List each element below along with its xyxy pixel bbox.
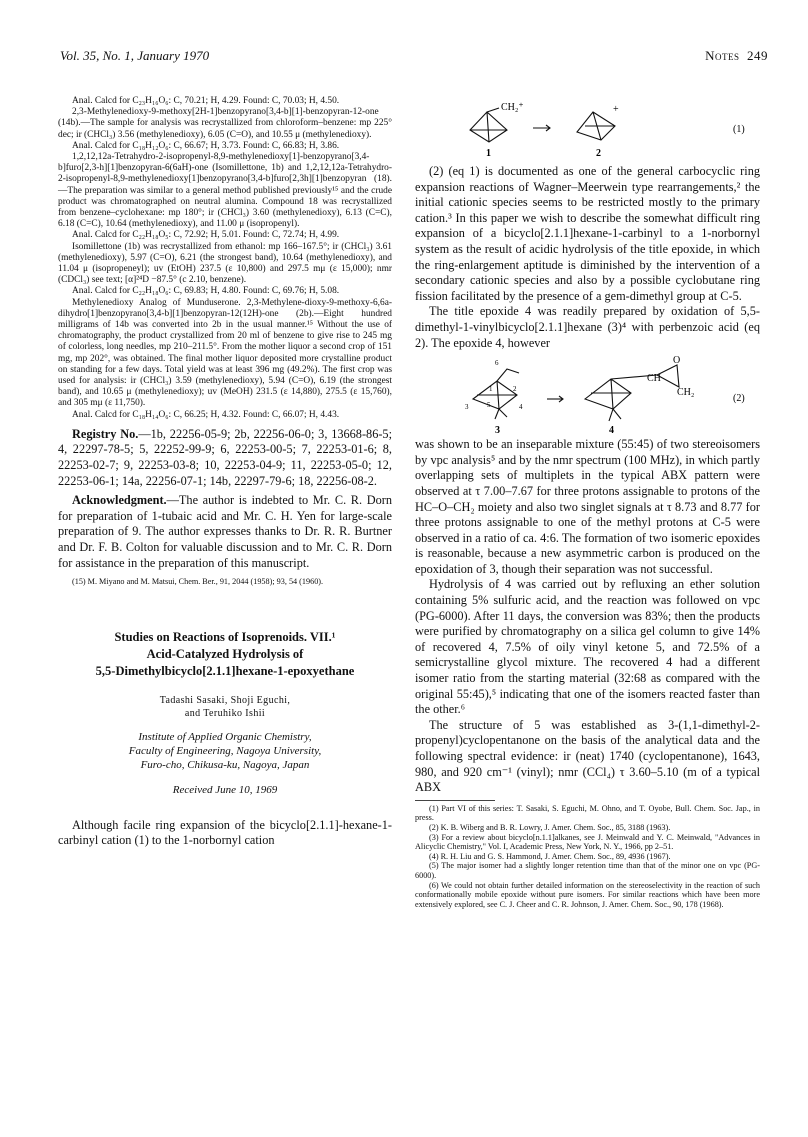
right-para-5: The structure of 5 was established as 3-(1,1-dimethyl-2-propenyl)cyclopentanone on the basis of the analytical data and the following spectral evidence: ir (neat) 1740 (cyclopentanone), 1643, 980, and 920 cm⁻¹ (vinyl); nmr (CCl₄) τ 3.60–5.10 (m of a typical ABX <box>415 717 760 795</box>
footnote-15: (15) M. Miyano and M. Matsui, Chem. Ber., 91, 2044 (1958); 93, 54 (1960). <box>72 577 324 587</box>
para-analysis-1: Anal. Calcd for C₂₃H₁₆O₆: C, 70.21; H, 4.29. Found: C, 70.03; H, 4.50. <box>72 96 340 106</box>
para-analysis-4: Anal. Calcd for C₂₂H₁₈O₆: C, 69.83; H, 4.80. Found: C, 69.76; H, 5.08. <box>72 286 340 297</box>
para-14b: 2,3-Methylenedioxy-9-methoxy[2H-1]benzopyrano[3,4-b][1]-benzopyran-12-one (14b).—The sample for analysis was recrystallized from chloroform–benzene: mp 225° dec; ir (CHCl₃) 3.56 (methylenedioxy), 6.05 (C=O), and 10.55 μ (methylenedioxy). <box>58 107 392 140</box>
compound-2-label: 2 <box>596 148 601 159</box>
left-column <box>58 96 392 849</box>
para-munduserone: Methylenedioxy Analog of Munduserone. 2,3-Methylene-dioxy-9-methoxy-6,6a-dihydro[1]benzopyrano[3,4-b][1]benzopyran-12(12H)-one (2b).—Eight hundred milligrams of 14b was converted into 2b in the usual manner.¹⁵ Without the use of chromatography, the product crystallized from 20 ml of benzene to give rise to 245 mg of colorless, long needles, mp 210–211.5°. From the mother liquor a second crop of 151 mg, mp 202°, was obtained. The final mother liquor deposited more crystalline product on standing for a few days. Total yield was at least 396 mg (49.2%). The first crop was used for analysis: ir (CHCl₃) 3.59 (methylenedioxy), 5.94 (C=O), 6.19 (the strongest band), and 10.65 μ (methylenedioxy); uv (MeOH) 231.5 (ε 14,880), 275.5 (ε 15,760), and 305 mμ (ε 11,750). <box>58 297 392 409</box>
received-date: Received June 10, 1969 <box>172 783 278 796</box>
scheme-eq1-drawing <box>415 96 760 160</box>
title-line-3: 5,5-Dimethylbicyclo[2.1.1]hexane-1-epoxyethane <box>95 663 355 678</box>
title-line-1: Studies on Reactions of Isoprenoids. VII.¹ <box>114 629 336 644</box>
footnote-3: (3) For a review about bicyclo[n.1.1]alkanes, see J. Meinwald and Y. C. Meinwald, "Advances in Alicyclic Chemistry," Vol. I, Academic Press, New York, N. Y., 1966, pp 2–51. <box>415 832 760 852</box>
carbon-2-label: 2 <box>513 385 517 394</box>
right-para-2: The title epoxide 4 was readily prepared by oxidation of 5,5-dimethyl-1-vinylbicyclo[2.1.1]hexane (3)⁴ with perbenzoic acid (eq 2). The epoxide 4, however <box>415 304 760 350</box>
norbornyl-plus: + <box>613 104 619 115</box>
carbon-5-label: 5 <box>487 401 491 410</box>
footnote-6: (6) We could not obtain further detailed information on the stereoselectivity in the reaction of such conformationally mobile epoxide without pure isomers. For similar reactions which have been more extensively explored, see C. J. Cheer and C. R. Johnson, J. Amer. Chem. Soc., 90, 178 (1968). <box>415 880 760 909</box>
carbon-4-label: 4 <box>519 403 523 412</box>
scheme-eq1 <box>415 96 760 160</box>
registry-text: —1b, 22256-05-9; 2b, 22256-06-0; 3, 13668-86-5; 4, 22297-78-5; 5, 22252-99-9; 6, 22253-00-5; 7, 22253-01-6; 8, 22253-02-7; 9, 22253-03-8; 10, 22253-04-9; 11, 22253-05-0; 12, 22253-06-1; 14a, 22256-07-1; 14b, 22297-79-6; 18, 22256-08-2. <box>58 426 392 488</box>
authors <box>58 694 392 720</box>
compound-1-label: 1 <box>486 148 491 159</box>
carbon-3-label: 3 <box>465 403 469 412</box>
registry-label: Registry No. <box>72 426 139 441</box>
carbon-6-label: 6 <box>495 359 499 368</box>
para-isomillettone-prep: 1,2,12,12a-Tetrahydro-2-isopropenyl-8,9-methylenedioxy[1]-benzopyrano[3,4-b]furo[2,3-h][1]benzopyran-6(6aH)-one (Isomillettone, 1b) and 1,2,12,12a-Tetrahydro-2-isopropenyl-8,9-methylenedioxy[1]benzopyrano[3,4-b]furo[2,3h][1]benzopyran (18).—The preparation was similar to a general method published previously¹⁵ and the crude product was chromatographed on neutral alumina. Compound 18 was recrystallized from benzene–cyclohexane: mp 180°; ir (CHCl₃) 3.60 (methylenedioxy), 6.13 (C=C), 6.18 (C=C), 10.64 (methylenedioxy), and 11.00 μ (isopropenyl). <box>58 152 392 230</box>
institution <box>58 730 392 772</box>
para-analysis-3: Anal. Calcd for C₂₂H₁₈O₅: C, 72.92; H, 5.01. Found: C, 72.74; H, 4.99. <box>72 230 340 241</box>
institution-line-1: Institute of Applied Organic Chemistry, <box>138 730 312 743</box>
para-isomillettone: Isomillettone (1b) was recrystallized from ethanol: mp 166–167.5°; ir (CHCl₃) 3.61 (methylenedioxy), 5.97 (C=O), 6.21 (the strongest band), 10.64 (methylenedioxy), and 11.04 μ (isopropeneyl); uv (EtOH) 237.5 (ε 10,800) and 297.5 mμ (ε 15,000); nmr (CDCl₃) see text; [α]²⁴D −87.5° (c 2.10, benzene). <box>58 241 392 286</box>
footnote-5: (5) The major isomer had a slightly longer retention time than that of the minor one on vpc (PG-6000). <box>415 861 760 880</box>
cation-label: CH₂⁺ <box>501 102 524 113</box>
running-header <box>60 48 768 68</box>
scheme-eq2 <box>415 351 760 437</box>
epoxide-ch-label: CH <box>647 373 661 385</box>
compound-4-label: 4 <box>609 425 614 437</box>
footnote-4: (4) R. H. Liu and G. S. Hammond, J. Amer. Chem. Soc., 89, 4936 (1967). <box>429 851 671 861</box>
authors-line-1: Tadashi Sasaki, Shoji Eguchi, <box>159 694 291 706</box>
footnote-2: (2) K. B. Wiberg and B. R. Lowry, J. Amer. Chem. Soc., 85, 3188 (1963). <box>429 822 671 832</box>
footnote-rule <box>415 800 495 801</box>
section-name: Notes <box>705 48 740 63</box>
page-info <box>705 48 768 64</box>
right-para-3: was shown to be an inseparable mixture (55:45) of two stereoisomers by vpc analysis⁵ and by the nmr spectrum (100 MHz), in which partly overlapping sets of multiplets in the typical ABX pattern were observed at τ 7.00–7.67 for three protons assignable to protons of the HC–O–CH₂ moiety and also two singlet signals at τ 8.73 and 8.77 for three protons assignable to one of the methyl protons at C-5 were observed in a ratio of ca. 4:6. The formation of two isomeric epoxides is reasonable, because a new asymmetric carbon is produced on the epoxidation of 3, though their separation was not successful. <box>415 437 760 576</box>
authors-line-2: and Teruhiko Ishii <box>184 707 266 719</box>
footnote-1: (1) Part VI of this series: T. Sasaki, S. Eguchi, M. Ohno, and T. Oyobe, Bull. Chem. Soc. Jap., in press. <box>415 803 760 823</box>
acknowledgment <box>58 493 392 571</box>
epoxide-o-label: O <box>673 355 681 367</box>
para-analysis-5: Anal. Calcd for C₁₈H₁₄O₆: C, 66.25; H, 4.32. Found: C, 66.07; H, 4.43. <box>72 409 340 420</box>
footnotes <box>415 804 760 910</box>
journal-citation: Vol. 35, No. 1, January 1970 <box>60 48 210 63</box>
institution-line-3: Furo-cho, Chikusa-ku, Nagoya, Japan <box>140 758 310 771</box>
acknowledgment-label: Acknowledgment. <box>72 493 167 508</box>
equation-2-number: (2) <box>733 393 745 405</box>
compound-3-label: 3 <box>495 425 500 437</box>
intro-paragraph: Although facile ring expansion of the bicyclo[2.1.1]-hexane-1-carbinyl cation (1) to the 1-norbornyl cation <box>58 817 392 848</box>
institution-line-2: Faculty of Engineering, Nagoya University, <box>128 744 322 757</box>
right-column <box>415 96 760 909</box>
right-para-4: Hydrolysis of 4 was carried out by refluxing an ether solution containing 5% sulfuric acid, and the reaction was followed on vpc (PG-6000). After 11 days, the conversion was 83%; then the products were purified by chromatography on a silica gel column to give 14% of recovered 4, 7.5% of oily vinyl ketone 5, and 72.5% of a semicrystalline glycol mixture. The recovered 4 had a different isomer ratio from the starting material (32:68 as compared with the original 55:45),⁵ indicating that one of the isomers reacted faster than the other.⁶ <box>415 577 760 717</box>
right-para-1: (2) (eq 1) is documented as one of the general carbocyclic ring expansion reactions of Wagner–Meerwein type rearrangements,² the initial cationic species seems to be restricted mostly to the primary cation.³ In this paper we wish to describe the somewhat difficult ring expansion of a bicyclo[2.1.1]hexane-1-carbinyl to a 1-norbornyl system as the result of acidic hydrolysis of the title epoxide, in which the ring-enlargement aptitude is diminished by the intervention of a secondary cationic species and also by a possible cyclobutane ring fission facilitated by the presence of a gem-dimethyl group at C-5. <box>415 164 760 303</box>
epoxide-ch2-label: CH₂ <box>677 387 695 399</box>
equation-1-number: (1) <box>733 124 745 135</box>
para-analysis-2: Anal. Calcd for C₁₈H₁₂O₆: C, 66.67; H, 3.73. Found: C, 66.83; H, 3.86. <box>72 140 340 151</box>
registry-numbers <box>58 427 392 489</box>
experimental-section <box>58 96 392 421</box>
scheme-eq2-drawing <box>415 351 760 437</box>
article-title <box>58 629 392 680</box>
title-line-2: Acid-Catalyzed Hydrolysis of <box>146 646 304 661</box>
carbon-1-label: 1 <box>489 385 493 394</box>
page-number: 249 <box>747 48 768 63</box>
acknowledgment-text: —The author is indebted to Mr. C. R. Dorn for preparation of 1-tubaic acid and Mr. C. H. Yen for large-scale preparation of 9. The author expresses thanks to Dr. R. R. Burtner and Dr. F. B. Colton for valuable discussion and to Mr. C. R. Dorn for assistance in the preparation of this manuscript. <box>58 493 392 570</box>
